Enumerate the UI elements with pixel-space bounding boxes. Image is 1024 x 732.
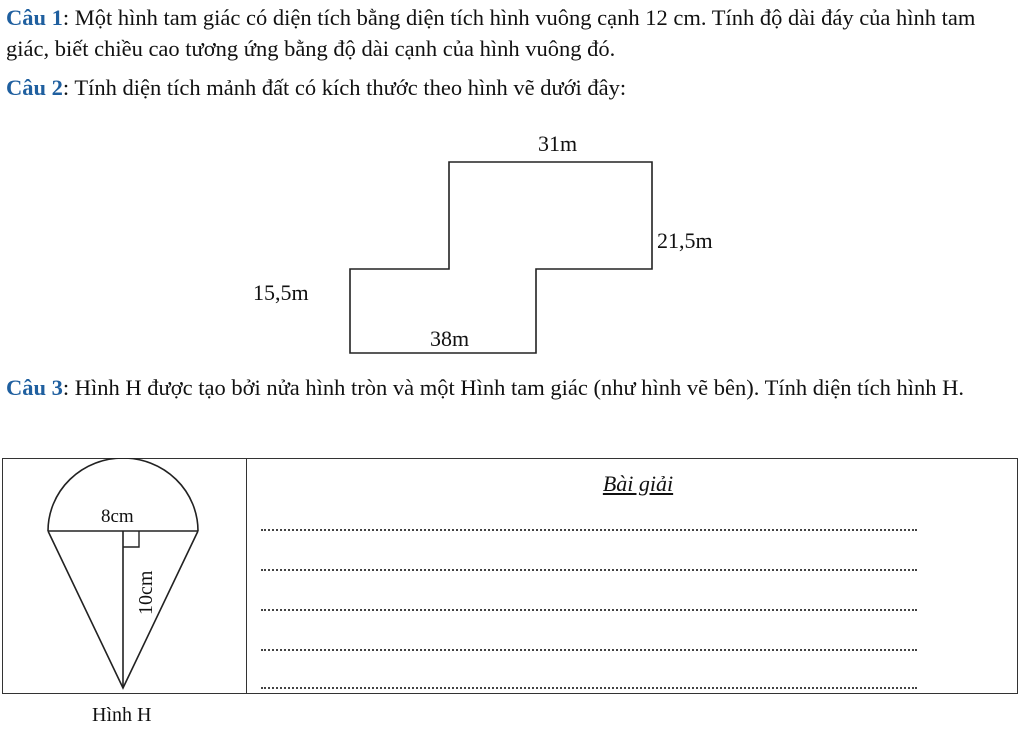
- left-height-label: 15,5m: [253, 280, 309, 305]
- question-2-text: : Tính diện tích mảnh đất có kích thước theo hình vẽ dưới đây:: [62, 75, 627, 100]
- answer-line-3[interactable]: [261, 609, 917, 611]
- figure-caption: Hình H: [92, 704, 152, 726]
- question-1-label: Câu 1: [6, 5, 63, 30]
- solution-title: Bài giải: [602, 471, 674, 496]
- bottom-width-label: 38m: [430, 326, 470, 351]
- answer-line-5[interactable]: [261, 687, 917, 689]
- land-plot-outline: [350, 162, 652, 353]
- right-height-label: 21,5m: [657, 228, 713, 253]
- table-column-divider: [246, 459, 247, 693]
- answer-line-2[interactable]: [261, 569, 917, 571]
- answer-line-1[interactable]: [261, 529, 917, 531]
- question-1-text: : Một hình tam giác có diện tích bằng diện tích hình vuông cạnh 12 cm. Tính độ dài đáy của hình tam giác, biết chiều cao tương ứng bằng độ dài cạnh của hình vuông đó.: [6, 5, 976, 61]
- question-3-label: Câu 3: [6, 375, 63, 400]
- right-angle-mark: [123, 531, 139, 547]
- height-label: 10cm: [135, 570, 157, 615]
- question-3: [6, 372, 1016, 403]
- question-2-label: Câu 2: [6, 75, 63, 100]
- diameter-label: 8cm: [101, 506, 134, 527]
- answer-line-4[interactable]: [261, 649, 917, 651]
- question-3-text: : Hình H được tạo bởi nửa hình tròn và một Hình tam giác (như hình vẽ bên). Tính diện tích hình H.: [62, 375, 964, 400]
- shape-h-figure: [0, 458, 245, 732]
- top-width-label: 31m: [538, 131, 578, 156]
